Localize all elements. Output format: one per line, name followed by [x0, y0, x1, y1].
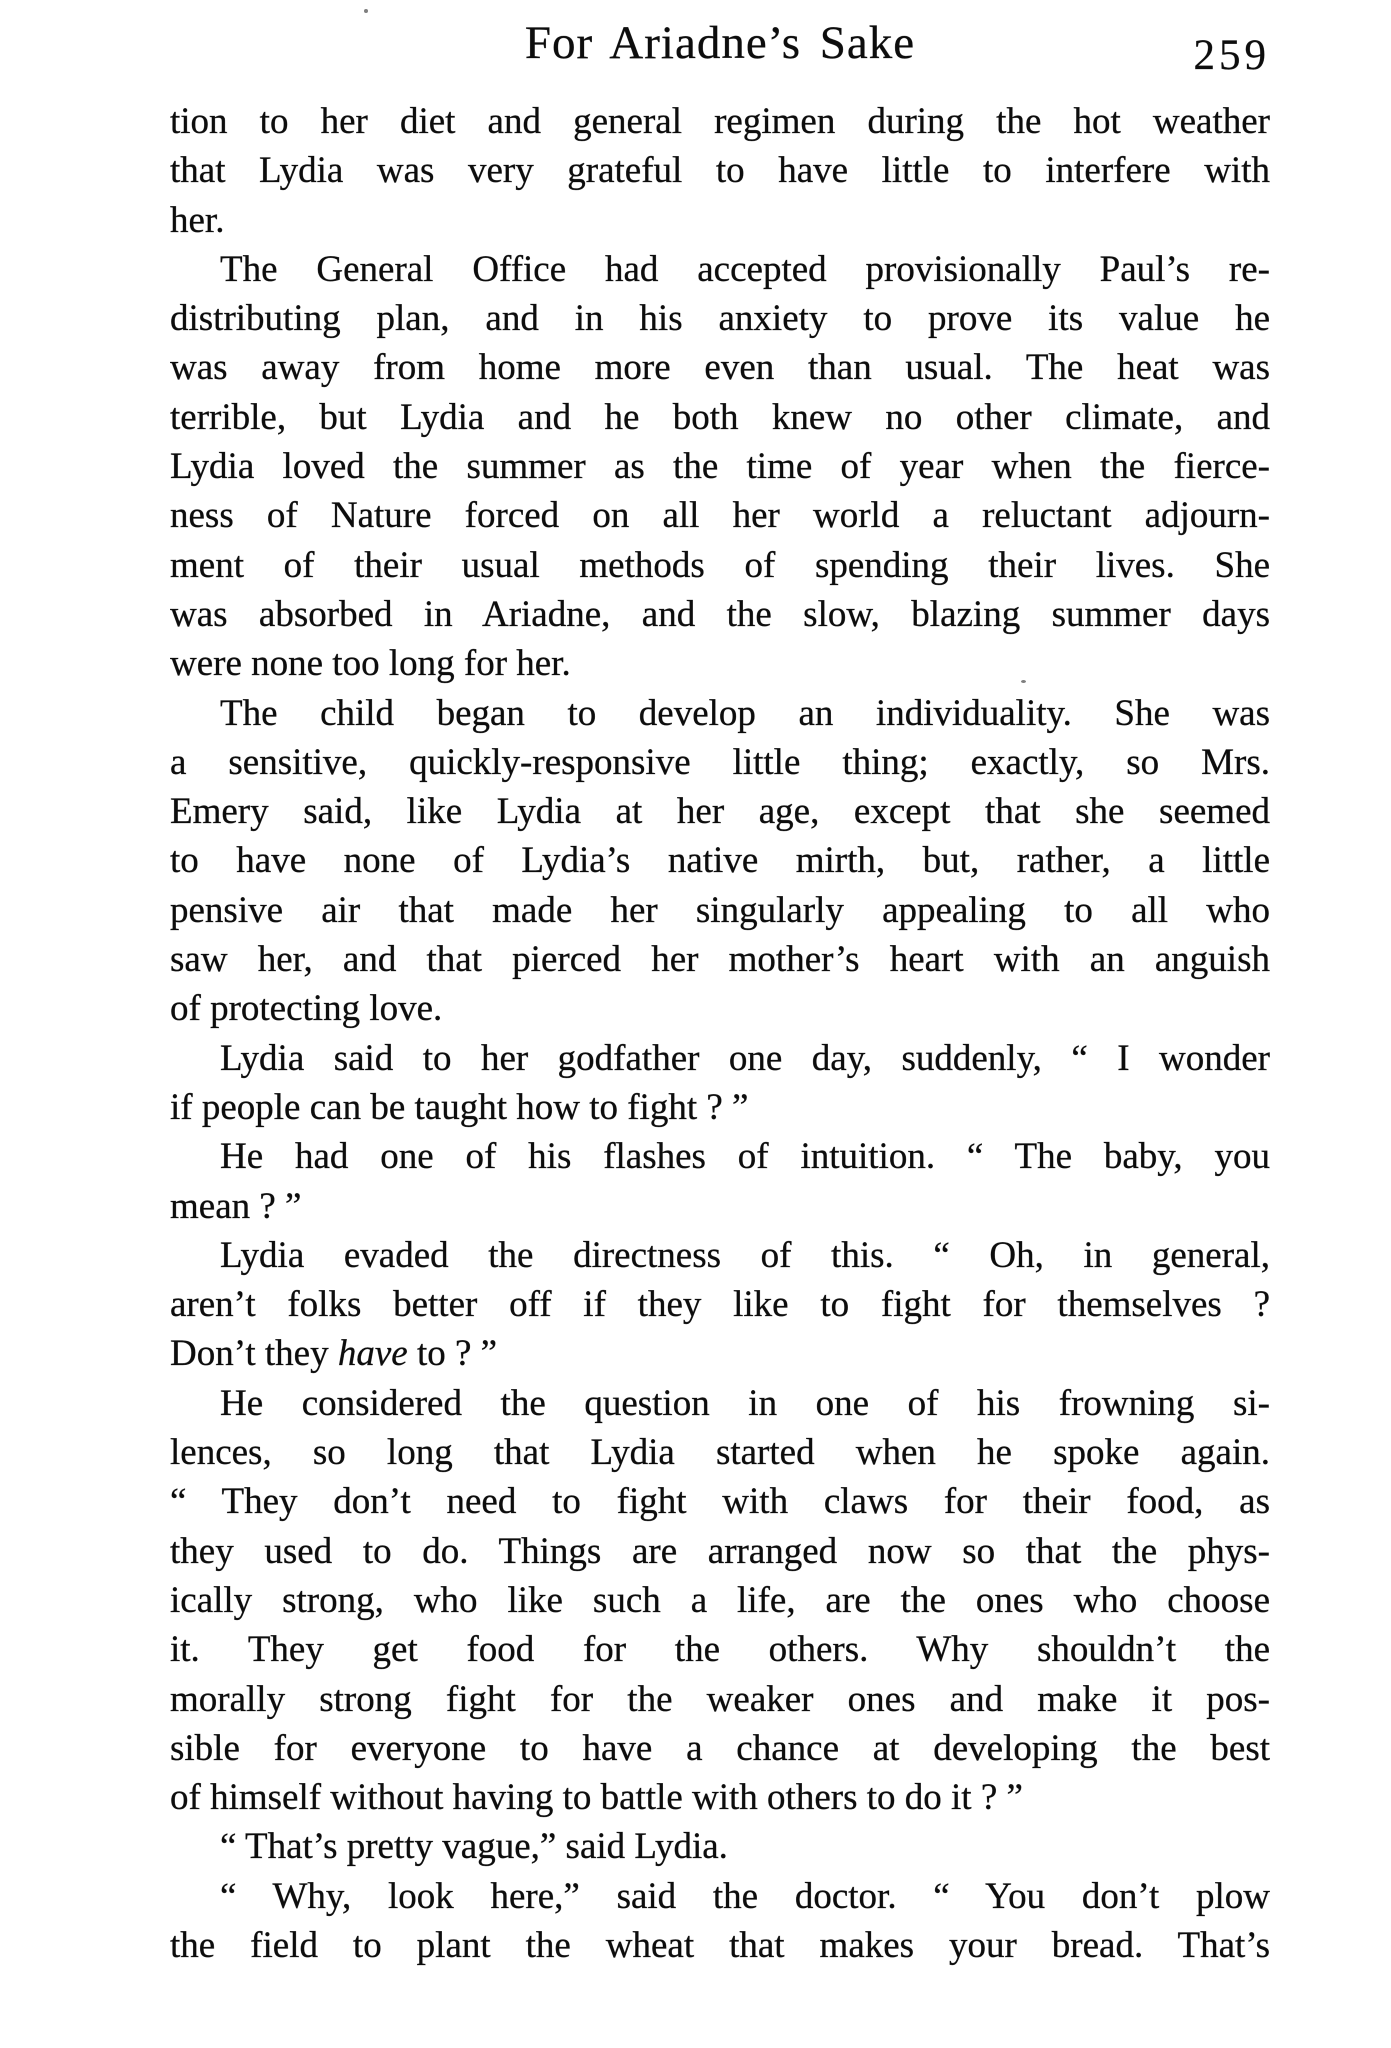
text-line: morally strong fight for the weaker ones and make it pos-: [170, 1678, 1270, 1720]
text-line: The child began to develop an individuality. She was: [220, 692, 1270, 734]
text-line: the field to plant the wheat that makes your bread. That’s: [170, 1924, 1270, 1966]
text-line: pensive air that made her singularly appealing to all who: [170, 889, 1270, 931]
text-segment: to ? ”: [407, 1333, 498, 1375]
text-line: “ They don’t need to fight with claws for their food, as: [170, 1481, 1270, 1523]
text-line: terrible, but Lydia and he both knew no other climate, and: [170, 396, 1270, 438]
text-line: sible for everyone to have a chance at developing the best: [170, 1727, 1270, 1769]
text-line: He had one of his flashes of intuition. “ The baby, you: [220, 1136, 1270, 1178]
text-line: ically strong, who like such a life, are the ones who choose: [170, 1579, 1270, 1621]
text-line: they used to do. Things are arranged now so that the phys-: [170, 1530, 1270, 1572]
text-line: was absorbed in Ariadne, and the slow, blazing summer days: [170, 593, 1270, 635]
text-line: distributing plan, and in his anxiety to prove its value he: [170, 298, 1270, 340]
text-line: The General Office had accepted provisionally Paul’s re-: [220, 248, 1270, 290]
text-line: ness of Nature forced on all her world a reluctant adjourn-: [170, 495, 1270, 537]
text-block: [170, 97, 1270, 1970]
text-line: [170, 1329, 1270, 1378]
text-line: if people can be taught how to fight ? ”: [170, 1086, 749, 1128]
scan-speck: [364, 9, 368, 13]
italic-word: have: [337, 1333, 408, 1375]
text-line: it. They get food for the others. Why shouldn’t the: [170, 1629, 1270, 1671]
page-title: For Ariadne’s Sake: [524, 17, 916, 69]
text-line: aren’t folks better off if they like to fight for themselves ?: [170, 1284, 1270, 1326]
text-line: lences, so long that Lydia started when he spoke again.: [170, 1432, 1270, 1474]
scan-speck: [1021, 680, 1026, 683]
text-line: mean ? ”: [170, 1185, 302, 1227]
text-line: to have none of Lydia’s native mirth, but, rather, a little: [170, 840, 1270, 882]
page-number: 259: [1193, 32, 1270, 79]
text-line: Lydia said to her godfather one day, suddenly, “ I wonder: [220, 1037, 1270, 1079]
text-line: “ Why, look here,” said the doctor. “ You don’t plow: [220, 1875, 1270, 1917]
text-line: of protecting love.: [170, 988, 443, 1030]
text-line: “ That’s pretty vague,” said Lydia.: [220, 1826, 728, 1868]
text-line: Lydia evaded the directness of this. “ Oh, in general,: [220, 1234, 1270, 1276]
text-line: were none too long for her.: [170, 643, 571, 685]
text-line: saw her, and that pierced her mother’s heart with an anguish: [170, 939, 1270, 981]
text-line: her.: [170, 199, 225, 241]
text-line: ment of their usual methods of spending their lives. She: [170, 544, 1270, 586]
text-line: Emery said, like Lydia at her age, except that she seemed: [170, 791, 1270, 833]
text-line: He considered the question in one of his frowning si-: [220, 1382, 1270, 1424]
text-segment: Don’t they: [170, 1333, 338, 1375]
text-line: of himself without having to battle with others to do it ? ”: [170, 1777, 1023, 1819]
text-line: was away from home more even than usual. The heat was: [170, 347, 1270, 389]
text-line: Lydia loved the summer as the time of year when the fierce-: [170, 446, 1270, 488]
text-line: that Lydia was very grateful to have little to interfere with: [170, 150, 1270, 192]
running-head: [170, 18, 1270, 90]
text-line: a sensitive, quickly-responsive little thing; exactly, so Mrs.: [170, 741, 1270, 783]
text-line: tion to her diet and general regimen during the hot weather: [170, 101, 1270, 142]
